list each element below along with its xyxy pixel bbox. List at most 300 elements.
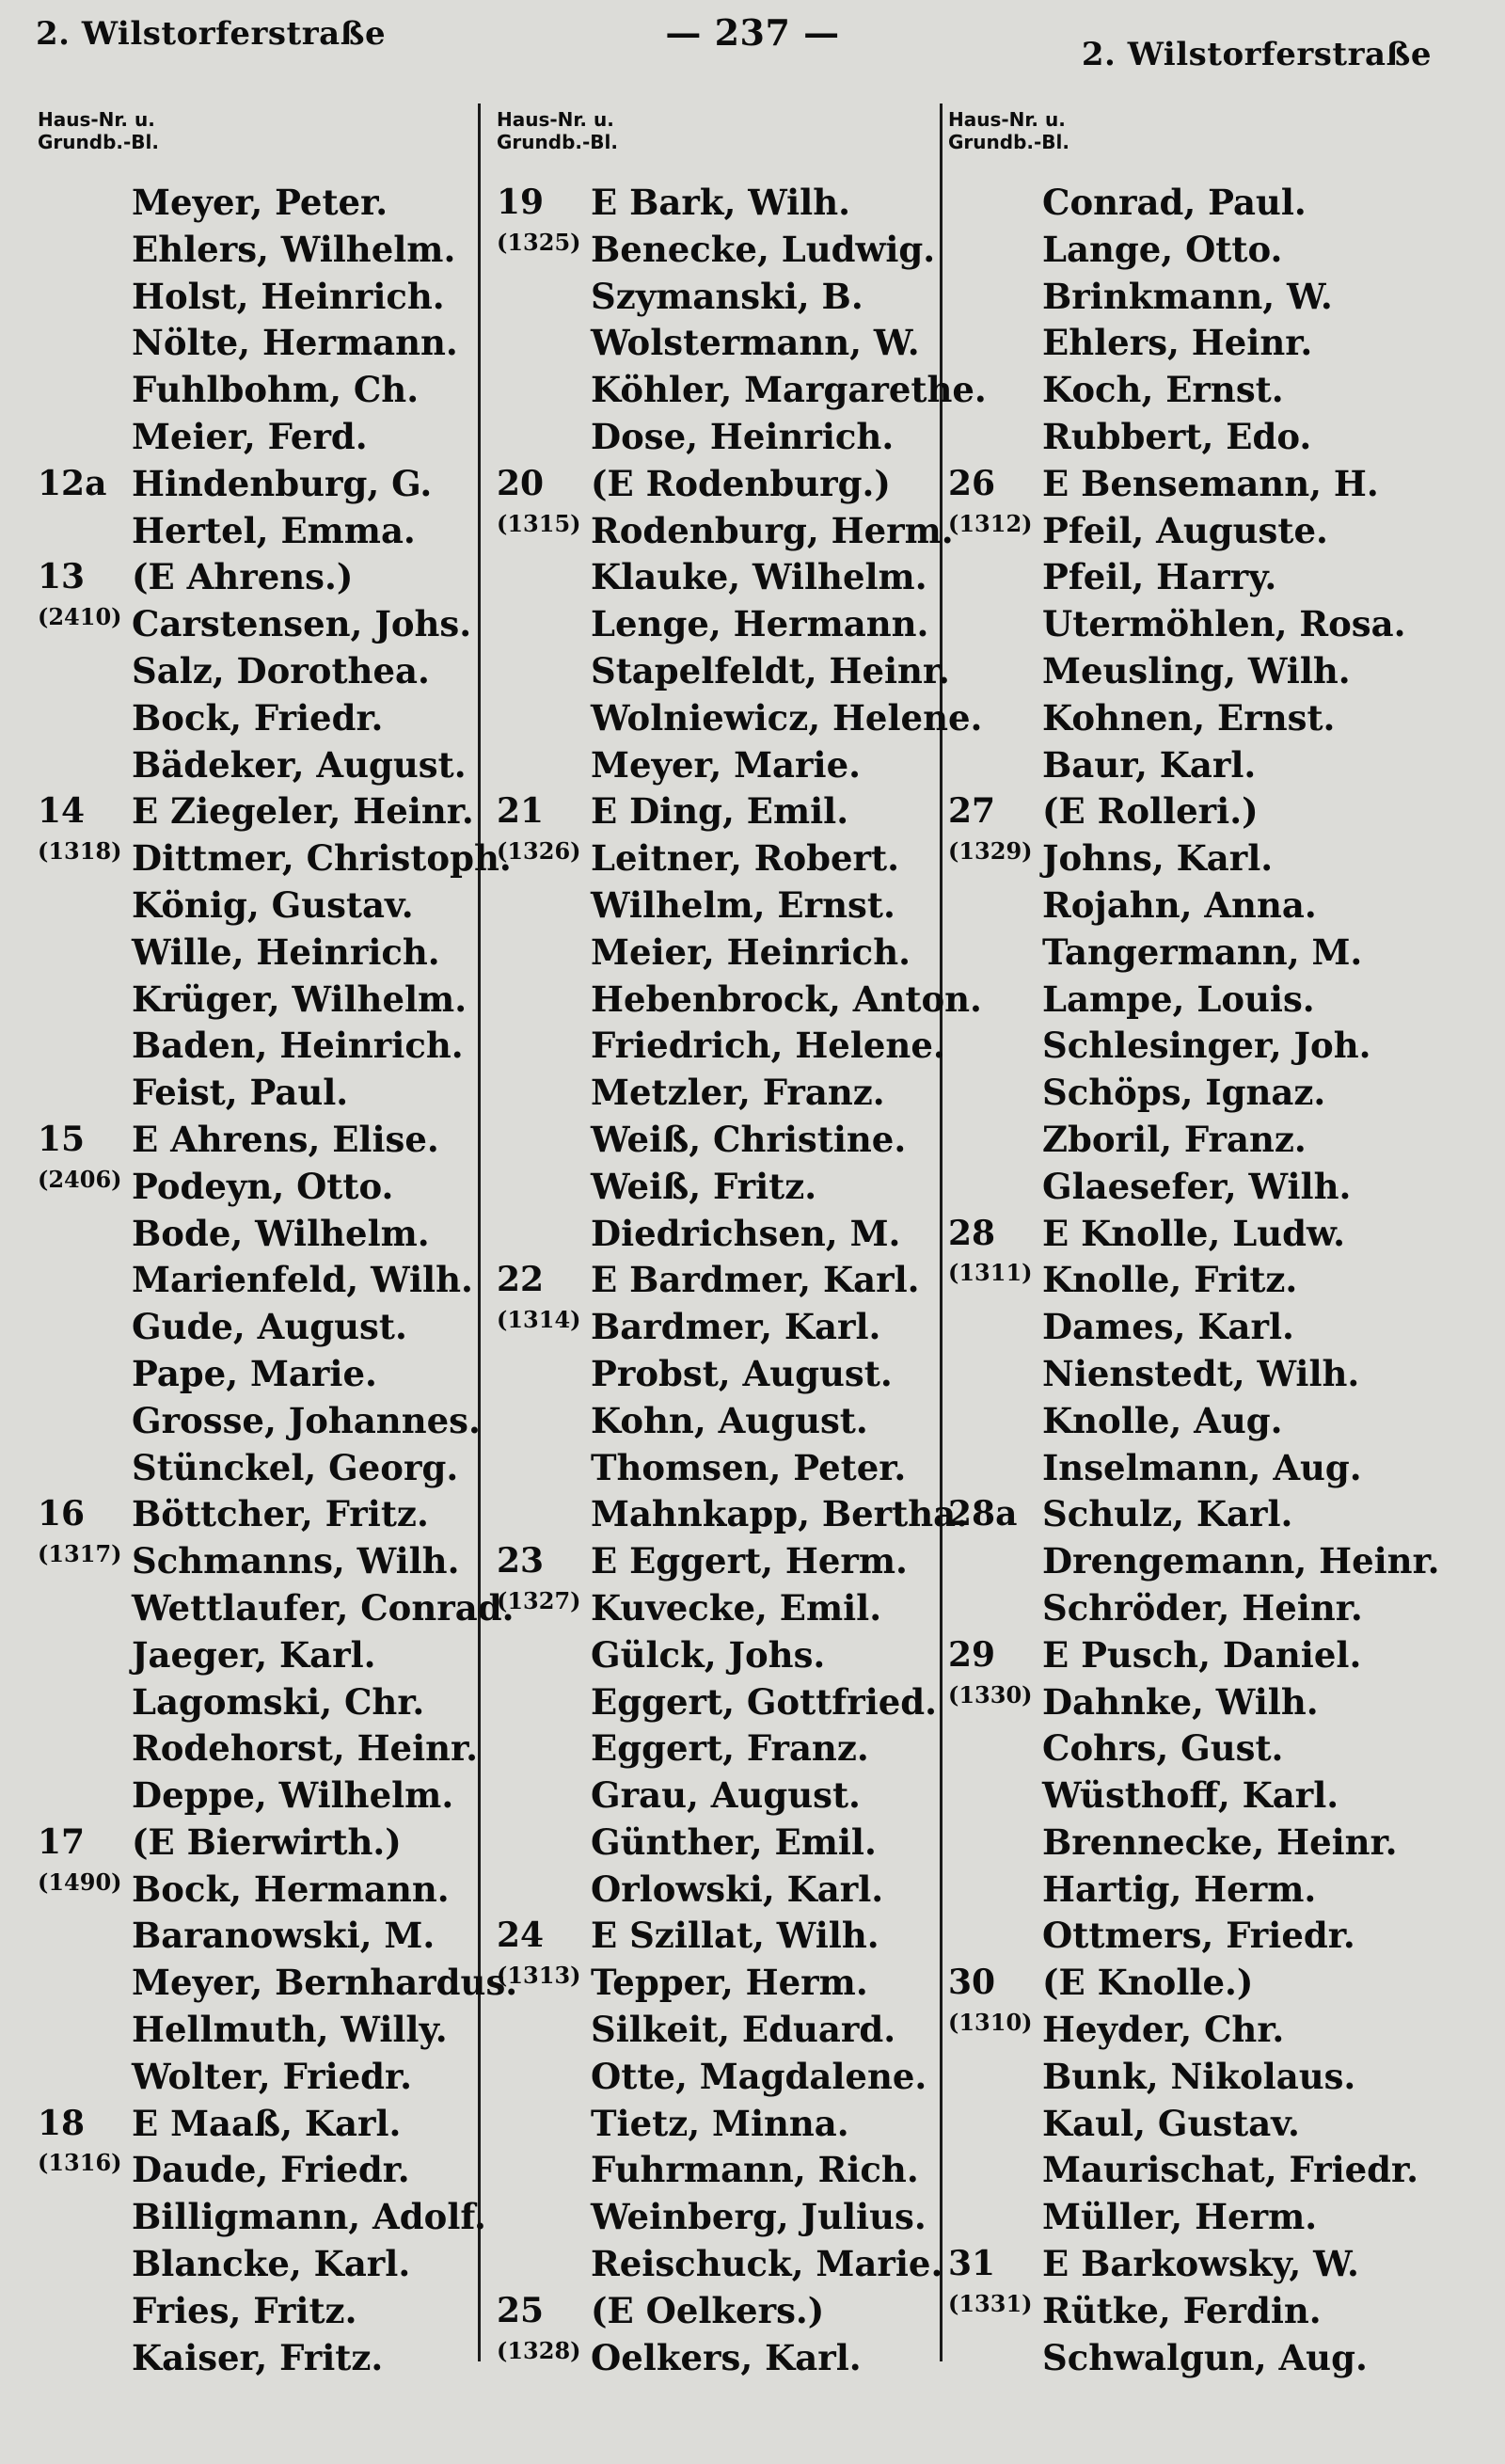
resident-name: Lange, Otto. [1042,228,1283,270]
resident-name: Leitner, Robert. [591,837,900,880]
house-number: (1328) [497,2336,581,2364]
resident-name: Meusling, Wilh. [1042,649,1351,692]
entry-list [948,180,1494,2381]
resident-name: Fuhlbohm, Ch. [132,369,420,411]
resident-name: Wolter, Friedr. [132,2055,413,2097]
resident-name: Podeyn, Otto. [132,1165,394,1207]
house-number: (1330) [948,1680,1033,1709]
resident-name: Conrad, Paul. [1042,182,1307,223]
resident-name: (E Oelkers.) [591,2289,825,2331]
list-item [948,977,1494,1024]
list-item [38,1398,481,1445]
list-item [38,414,470,461]
resident-name: Carstensen, Johs. [132,603,472,645]
resident-name: Krüger, Wilhelm. [132,978,467,1020]
house-number: 27 [948,791,996,832]
list-item [38,882,470,930]
resident-name: Pfeil, Auguste. [1042,509,1328,551]
list-item [948,2054,1494,2101]
list-item [38,648,470,695]
house-number: 14 [38,791,86,832]
house-number: (1310) [948,2009,1033,2037]
list-item [948,1023,1494,1070]
list-item [497,1772,939,1820]
list-item [497,1304,939,1351]
resident-name: Oelkers, Karl. [591,2336,862,2378]
list-item [38,695,470,742]
list-item [948,601,1494,648]
list-item [38,2194,486,2241]
house-number: 17 [38,1821,86,1862]
resident-name: Wüsthoff, Karl. [1042,1774,1339,1817]
page-number: — 237 — [665,11,840,54]
list-item [38,2147,470,2194]
resident-name: Nienstedt, Wilh. [1042,1352,1360,1394]
resident-name: Grau, August. [591,1774,861,1817]
list-item [38,2288,470,2335]
list-item [948,2288,1494,2335]
list-item [497,2007,939,2054]
resident-name: Brinkmann, W. [1042,275,1333,317]
resident-name: Lampe, Louis. [1042,978,1315,1020]
resident-name: Marienfeld, Wilh. [132,1259,473,1301]
list-item [38,180,470,227]
list-item [38,1304,470,1351]
list-item [497,2194,939,2241]
resident-name: Weiß, Fritz. [591,1165,817,1207]
list-item [497,2147,939,2194]
list-item [948,414,1494,461]
list-item [497,227,939,274]
list-item [948,1491,1494,1538]
resident-name: Hebenbrock, Anton. [591,978,982,1020]
resident-name: Rodenburg, Herm. [591,509,954,551]
list-item [497,1960,939,2007]
resident-name: Hertel, Emma. [132,509,416,551]
house-number: (1325) [497,228,581,256]
house-number: (1311) [948,1259,1033,1287]
resident-name: Fries, Fritz. [132,2289,357,2331]
house-number: 15 [38,1119,86,1159]
resident-name: Meyer, Marie. [591,743,862,786]
resident-name: Ehlers, Heinr. [1042,322,1313,364]
resident-name: Daude, Friedr. [132,2149,410,2191]
list-item [497,1117,939,1164]
resident-name: Diedrichsen, M. [591,1212,901,1254]
house-number: 29 [948,1634,996,1675]
resident-name: Bock, Friedr. [132,696,384,739]
resident-name: (E Rolleri.) [1042,790,1259,833]
resident-name: Schmanns, Wilh. [132,1540,460,1582]
list-item [948,835,1494,882]
list-item [497,414,939,461]
resident-name: Hellmuth, Willy. [132,2009,448,2051]
list-item [948,1117,1494,1164]
resident-name: E Bark, Wilh. [591,182,851,223]
column-3 [948,108,1494,2378]
column-divider [478,103,481,2361]
list-item [38,367,470,414]
resident-name: Schöps, Ignaz. [1042,1072,1326,1114]
resident-name: Dittmer, Christoph. [132,837,512,880]
resident-name: Bardmer, Karl. [591,1306,881,1348]
house-number: 19 [497,183,545,222]
resident-name: Wille, Heinrich. [132,930,440,973]
list-item [497,1023,945,1070]
resident-name: Metzler, Franz. [591,1072,885,1114]
resident-name: Dahnke, Wilh. [1042,1680,1319,1723]
resident-name: Müller, Herm. [1042,2196,1318,2238]
resident-name: Johns, Karl. [1042,837,1274,880]
resident-name: Weinberg, Julius. [591,2196,927,2238]
list-item [497,835,939,882]
resident-name: (E Ahrens.) [132,556,354,598]
list-item [948,1257,1494,1304]
resident-name: Nölte, Hermann. [132,322,458,364]
resident-name: Dose, Heinrich. [591,415,895,457]
resident-name: Maurischat, Friedr. [1042,2149,1419,2191]
resident-name: Gülck, Johs. [591,1633,826,1676]
resident-name: Köhler, Margarethe. [591,369,987,411]
resident-name: E Pusch, Daniel. [1042,1633,1362,1676]
resident-name: Zboril, Franz. [1042,1118,1307,1160]
running-header-left: 2. Wilstorferstraße [36,15,387,53]
resident-name: Günther, Emil. [591,1820,877,1863]
resident-name: Tietz, Minna. [591,2102,849,2144]
resident-name: Gude, August. [132,1306,407,1348]
house-number: (1318) [38,837,122,866]
list-item [948,882,1494,930]
resident-name: E Ahrens, Elise. [132,1118,439,1160]
list-item [38,508,470,555]
list-item [948,1772,1494,1820]
resident-name: Meier, Ferd. [132,415,368,457]
list-item [38,2007,470,2054]
list-item [948,2335,1494,2382]
resident-name: Kaiser, Fritz. [132,2336,384,2378]
resident-name: Tepper, Herm. [591,1962,868,2004]
list-item [497,930,939,977]
list-item [948,930,1494,977]
list-item [38,601,470,648]
resident-name: (E Bierwirth.) [132,1820,402,1863]
resident-name: Meyer, Bernhardus. [132,1962,518,2004]
list-item [497,1211,939,1258]
house-number: (1312) [948,509,1033,537]
list-item [38,227,470,274]
resident-name: Bunk, Nikolaus. [1042,2055,1356,2097]
resident-name: Rojahn, Anna. [1042,883,1317,926]
house-number: 22 [497,1260,545,1300]
list-item [497,1820,939,1867]
resident-name: Jaeger, Karl. [132,1633,376,1676]
resident-name: Pfeil, Harry. [1042,556,1277,598]
resident-name: Cohrs, Gust. [1042,1727,1284,1770]
resident-name: Billigmann, Adolf. [132,2196,486,2238]
resident-name: Hartig, Herm. [1042,1868,1317,1910]
house-number: 30 [948,1963,996,2003]
resident-name: Knolle, Aug. [1042,1399,1283,1441]
resident-name: Rütke, Ferdin. [1042,2289,1322,2331]
list-item [38,1211,470,1258]
list-item [948,1398,1494,1445]
resident-name: E Barkowsky, W. [1042,2243,1359,2285]
list-item [38,977,470,1024]
list-item [948,1913,1494,1960]
resident-name: E Szillat, Wilh. [591,1915,879,1957]
resident-name: E Knolle, Ludw. [1042,1212,1346,1254]
resident-name: König, Gustav. [132,883,414,926]
house-number: 16 [38,1494,86,1534]
list-item [38,930,470,977]
house-number: 31 [948,2244,996,2284]
resident-name: Heyder, Chr. [1042,2009,1285,2051]
list-item [497,2101,939,2148]
resident-name: Drengemann, Heinr. [1042,1540,1440,1582]
list-item [497,274,939,321]
resident-name: Wettlaufer, Conrad. [132,1586,515,1629]
resident-name: Grosse, Johannes. [132,1399,481,1441]
list-item [948,742,1494,789]
house-number: 23 [497,1541,545,1582]
resident-name: E Bensemann, H. [1042,462,1379,504]
resident-name: Bädeker, August. [132,743,467,786]
list-item [38,1960,518,2007]
house-number: 28a [948,1494,1018,1534]
list-item [38,320,470,367]
list-item [497,2335,939,2382]
house-number: (1316) [38,2149,122,2177]
resident-name: Wilhelm, Ernst. [591,883,895,926]
resident-name: Rodehorst, Heinr. [132,1727,479,1770]
list-item [38,2241,470,2288]
resident-name: (E Knolle.) [1042,1962,1254,2004]
list-item [948,2101,1494,2148]
resident-name: E Ziegeler, Heinr. [132,790,474,833]
resident-name: Kohn, August. [591,1399,868,1441]
list-item [38,742,470,789]
list-item [948,1351,1494,1398]
list-item [497,508,954,555]
resident-name: Salz, Dorothea. [132,649,430,692]
resident-name: Schulz, Karl. [1042,1493,1293,1535]
list-item [948,180,1494,227]
list-item [38,1725,479,1772]
house-number: (1331) [948,2289,1033,2317]
resident-name: Otte, Magdalene. [591,2055,927,2097]
resident-name: Blancke, Karl. [132,2243,411,2285]
house-number: (1329) [948,837,1033,866]
list-item [497,1398,939,1445]
list-item [38,274,470,321]
resident-name: Klauke, Wilhelm. [591,556,927,598]
resident-name: Schröder, Heinr. [1042,1586,1363,1629]
list-item [497,1070,939,1117]
list-item [497,367,987,414]
resident-name: Tangermann, M. [1042,930,1363,973]
resident-name: Dames, Karl. [1042,1306,1294,1348]
list-item [38,1585,515,1632]
resident-name: Meyer, Peter. [132,182,388,223]
resident-name: Deppe, Wilhelm. [132,1774,454,1817]
list-item [38,835,512,882]
resident-name: Baden, Heinrich. [132,1025,464,1067]
list-item [948,1538,1494,1585]
resident-name: Inselmann, Aug. [1042,1446,1362,1488]
list-item [948,1070,1494,1117]
resident-name: Hindenburg, G. [132,462,433,504]
list-item [38,1867,470,1914]
list-item [948,648,1494,695]
list-item [948,508,1494,555]
resident-name: Wolstermann, W. [591,322,920,364]
list-item [38,1679,470,1726]
resident-name: Stünckel, Georg. [132,1446,459,1488]
list-item [497,1445,939,1492]
list-item [497,320,939,367]
resident-name: Böttcher, Fritz. [132,1493,429,1535]
list-item [38,1538,470,1585]
house-number: 13 [38,557,86,597]
resident-name: Eggert, Gottfried. [591,1680,938,1723]
resident-name: Eggert, Franz. [591,1727,869,1770]
list-item [948,1679,1494,1726]
list-item [497,1867,939,1914]
list-item [948,227,1494,274]
running-header-right: 2. Wilstorferstraße [1081,36,1432,73]
column-header: Haus-Nr. u. Grundb.-Bl. [948,108,1069,153]
resident-name: Fuhrmann, Rich. [591,2149,919,2191]
house-number: (1326) [497,837,581,866]
resident-name: Baur, Karl. [1042,743,1257,786]
list-item [497,1725,939,1772]
resident-name: Holst, Heinrich. [132,275,445,317]
list-item [497,601,939,648]
resident-name: Stapelfeldt, Heinr. [591,649,950,692]
resident-name: Rubbert, Edo. [1042,415,1312,457]
list-item [948,2194,1494,2241]
list-item [948,1820,1494,1867]
list-item [948,1725,1494,1772]
resident-name: Benecke, Ludwig. [591,228,936,270]
resident-name: Baranowski, M. [132,1915,436,1957]
list-item [948,2147,1494,2194]
list-item [38,2335,470,2382]
resident-name: Ehlers, Wilhelm. [132,228,456,270]
house-number: (1490) [38,1868,122,1896]
list-item [38,1632,470,1679]
resident-name: Knolle, Fritz. [1042,1259,1298,1301]
resident-name: Probst, August. [591,1352,893,1394]
resident-name: Weiß, Christine. [591,1118,907,1160]
resident-name: Bode, Wilhelm. [132,1212,430,1254]
list-item [497,882,939,930]
list-item [38,1445,470,1492]
entry-list [38,180,518,2381]
house-number: (1315) [497,509,581,537]
list-item [948,367,1494,414]
resident-name: E Eggert, Herm. [591,1540,908,1582]
house-number: 12a [38,463,107,503]
resident-name: (E Rodenburg.) [591,462,891,504]
house-number: (1313) [497,1962,581,1990]
house-number: 26 [948,463,996,503]
resident-name: E Maaß, Karl. [132,2102,402,2144]
list-item [948,554,1494,601]
resident-name: Schlesinger, Joh. [1042,1025,1371,1067]
house-number: 18 [38,2103,86,2143]
list-item [497,1164,939,1211]
list-item [38,1023,470,1070]
resident-name: Thomsen, Peter. [591,1446,907,1488]
resident-name: Koch, Ernst. [1042,369,1284,411]
resident-name: Mahnkapp, Bertha. [591,1493,969,1535]
list-item [38,1164,470,1211]
resident-name: Reischuck, Marie. [591,2243,943,2285]
list-item [948,1164,1494,1211]
resident-name: Glaesefer, Wilh. [1042,1165,1352,1207]
resident-name: E Bardmer, Karl. [591,1259,920,1301]
list-item [38,1070,470,1117]
house-number: 25 [497,2290,545,2330]
list-item [948,1304,1494,1351]
list-item [38,1772,470,1820]
list-item [38,461,470,508]
list-item [497,2054,939,2101]
resident-name: Meier, Heinrich. [591,930,911,973]
list-item [948,1585,1494,1632]
house-number: (2410) [38,603,122,631]
list-item [948,2007,1494,2054]
column-1 [38,108,518,2378]
resident-name: Kuvecke, Emil. [591,1586,882,1629]
house-number: 21 [497,791,545,832]
resident-name: Schwalgun, Aug. [1042,2336,1368,2378]
resident-name: Kaul, Gustav. [1042,2102,1300,2144]
list-item [948,1445,1494,1492]
list-item [497,977,982,1024]
resident-name: Lagomski, Chr. [132,1680,425,1723]
house-number: 28 [948,1213,996,1253]
resident-name: Brennecke, Heinr. [1042,1820,1398,1863]
resident-name: Kohnen, Ernst. [1042,696,1336,739]
list-item [948,1867,1494,1914]
house-number: (2406) [38,1165,122,1193]
resident-name: Ottmers, Friedr. [1042,1915,1355,1957]
resident-name: Utermöhlen, Rosa. [1042,603,1406,645]
list-item [497,1585,939,1632]
resident-name: Bock, Hermann. [132,1868,450,1910]
resident-name: Szymanski, B. [591,275,863,317]
list-item [497,1491,969,1538]
house-number: (1327) [497,1586,581,1614]
list-item [948,695,1494,742]
list-item [38,1257,473,1304]
list-item [497,2241,943,2288]
list-item [497,1679,939,1726]
list-item [497,695,983,742]
list-item [38,2054,470,2101]
list-item [497,554,939,601]
list-item [948,274,1494,321]
resident-name: Friedrich, Helene. [591,1025,945,1067]
column-divider [940,103,943,2361]
list-item [497,648,950,695]
list-item [497,1351,939,1398]
column-header: Haus-Nr. u. Grundb.-Bl. [38,108,159,153]
resident-name: Wolniewicz, Helene. [591,696,983,739]
column-header: Haus-Nr. u. Grundb.-Bl. [497,108,618,153]
